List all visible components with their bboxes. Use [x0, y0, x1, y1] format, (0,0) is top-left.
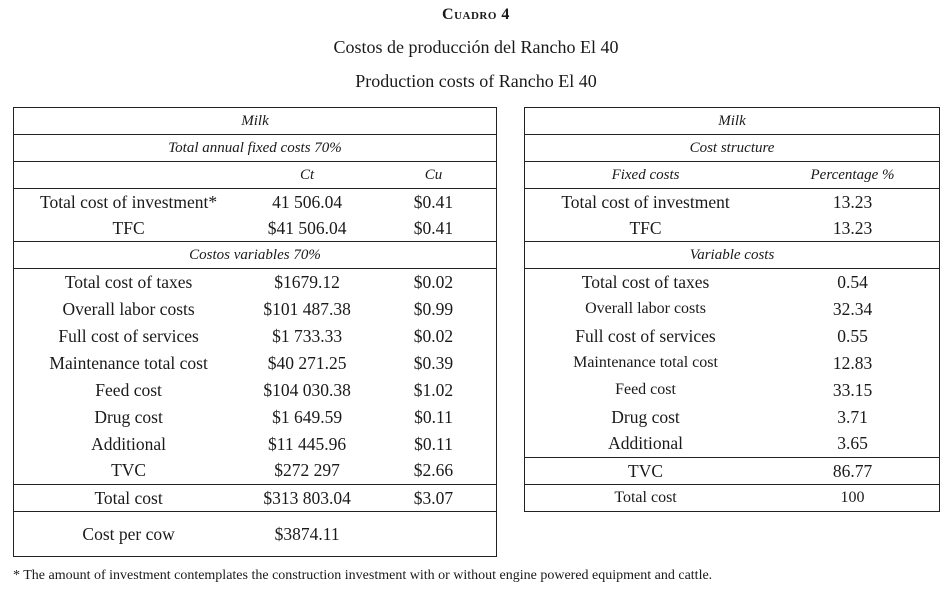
row-label: Drug cost: [611, 406, 680, 427]
row-cu: $0.41: [371, 189, 497, 216]
section-heading-row: [14, 242, 497, 269]
row-label: Drug cost: [94, 406, 163, 427]
column-header-row: [14, 162, 497, 189]
row-label: Maintenance total cost: [49, 352, 208, 373]
table-heading-row: [525, 108, 940, 135]
table-row: [14, 458, 497, 485]
row-ct: $272 297: [274, 460, 340, 481]
row-cu: $0.02: [413, 325, 454, 346]
per-cow-label: Cost per cow: [14, 512, 244, 557]
table-row: [525, 431, 940, 458]
row-ct: $40 271.25: [267, 352, 347, 373]
table-heading: Milk: [718, 112, 746, 129]
row-cu: $0.11: [414, 406, 453, 427]
row-ct: $41 506.04: [267, 217, 347, 238]
row-percentage: 0.55: [837, 325, 868, 346]
table-row: [525, 269, 940, 296]
column-header-percentage: Percentage %: [766, 162, 939, 189]
total-row: [14, 485, 497, 512]
row-label: Feed cost: [95, 379, 162, 400]
table-row: [525, 189, 940, 216]
row-ct: $1 649.59: [272, 406, 343, 427]
row-ct: $11 445.96: [268, 433, 347, 454]
per-cow-ct: $3874.11: [243, 512, 371, 557]
table-row: [525, 350, 940, 377]
table-row: [14, 296, 497, 323]
row-label: Additional: [608, 433, 683, 454]
section-heading-row: [14, 135, 497, 162]
row-cu: $0.39: [413, 352, 454, 373]
row-percentage: 13.23: [766, 189, 939, 216]
total-cu: $3.07: [371, 485, 497, 512]
row-label: Total cost of taxes: [525, 269, 767, 296]
table-row: [14, 431, 497, 458]
row-label: Full cost of services: [575, 325, 716, 346]
row-cu: $0.02: [371, 269, 497, 296]
row-label: Total cost of taxes: [14, 269, 244, 296]
fixed-costs-heading: Total annual fixed costs 70%: [14, 135, 497, 162]
table-number: Cuadro 4: [442, 6, 510, 23]
table-row: [525, 377, 940, 404]
row-label: TFC: [629, 217, 662, 238]
table-heading: Milk: [241, 112, 269, 129]
table-heading-row: [14, 108, 497, 135]
row-cu: $0.41: [413, 217, 454, 238]
table-row: [14, 323, 497, 350]
title-english: Production costs of Rancho El 40: [355, 71, 597, 91]
cost-structure-heading: Cost structure: [525, 135, 940, 162]
table-row: [14, 269, 497, 296]
row-label: TVC: [111, 460, 147, 481]
row-ct: $104 030.38: [263, 379, 351, 400]
row-percentage: 32.34: [832, 298, 873, 319]
row-percentage: 13.23: [832, 217, 873, 238]
row-label: Overall labor costs: [62, 298, 195, 319]
row-cu: $0.11: [414, 433, 453, 454]
column-header-row: [525, 162, 940, 189]
section-heading-row: [525, 135, 940, 162]
row-label: Total cost of investment*: [14, 189, 244, 216]
table-row: [525, 296, 940, 323]
row-label: Additional: [91, 433, 167, 454]
row-percentage: 33.15: [832, 379, 873, 400]
total-percentage: 100: [766, 485, 939, 512]
row-label: Feed cost: [615, 381, 676, 398]
table-row: [14, 404, 497, 431]
row-percentage: 0.54: [766, 269, 939, 296]
row-cu: $1.02: [413, 379, 454, 400]
total-label: Total cost: [14, 485, 244, 512]
row-cu: $2.66: [413, 460, 454, 481]
table-row: [525, 216, 940, 242]
row-label: Full cost of services: [58, 325, 199, 346]
variable-costs-heading: Costos variables 70%: [14, 242, 497, 269]
tvc-row: [525, 458, 940, 485]
table-row: [525, 404, 940, 431]
row-label: Overall labor costs: [585, 300, 706, 317]
section-heading-row: [525, 242, 940, 269]
total-label: Total cost: [525, 485, 767, 512]
row-ct: $1 733.33: [272, 325, 343, 346]
milk-costs-table: [13, 107, 497, 557]
column-header-cu: Cu: [371, 162, 497, 189]
row-label: Maintenance total cost: [573, 354, 718, 371]
column-header-ct: Ct: [243, 162, 371, 189]
tvc-percentage: 86.77: [766, 458, 939, 485]
tvc-label: TVC: [525, 458, 767, 485]
table-row: [14, 377, 497, 404]
footnote: * The amount of investment contemplates the construction investment with or without engine powered equipment and cattle.: [13, 568, 713, 583]
row-percentage: 12.83: [832, 352, 873, 373]
row-ct: $101 487.38: [263, 298, 351, 319]
cost-structure-table: [524, 107, 940, 512]
table-row: [14, 350, 497, 377]
row-percentage: 3.65: [837, 433, 868, 454]
total-row: [525, 485, 940, 512]
row-label: Total cost of investment: [525, 189, 767, 216]
row-cu: $0.99: [413, 298, 454, 319]
table-row: [525, 323, 940, 350]
title-spanish: Costos de producción del Rancho El 40: [333, 37, 619, 57]
row-ct: 41 506.04: [243, 189, 371, 216]
table-row: [14, 216, 497, 242]
row-ct: $1679.12: [243, 269, 371, 296]
table-row: [14, 189, 497, 216]
column-header-fixed-costs: Fixed costs: [525, 162, 767, 189]
total-ct: $313 803.04: [243, 485, 371, 512]
row-percentage: 3.71: [837, 406, 868, 427]
row-label: TFC: [112, 217, 145, 238]
variable-costs-heading: Variable costs: [525, 242, 940, 269]
per-cow-row: [14, 512, 497, 557]
